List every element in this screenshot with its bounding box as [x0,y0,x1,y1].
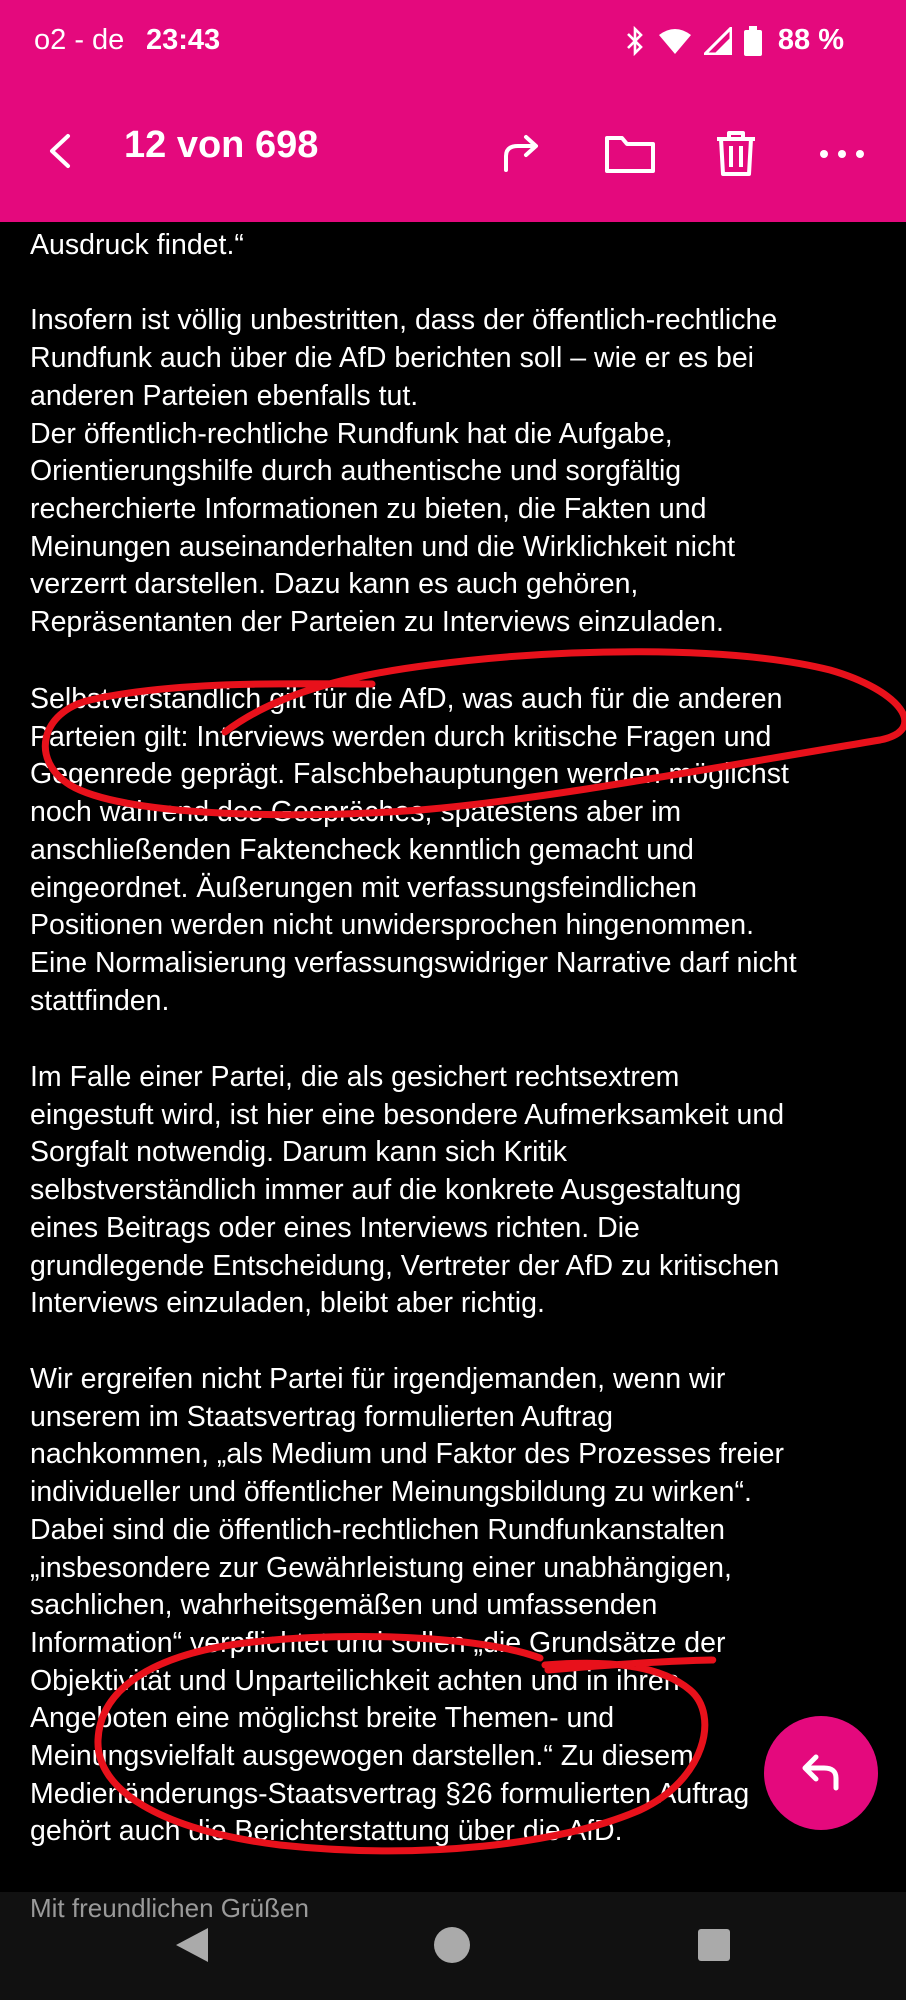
status-icons [624,24,844,57]
trash-icon[interactable] [708,126,764,182]
clock: 23:43 [146,24,221,56]
wifi-icon [658,27,692,55]
recents-square-icon[interactable] [694,1925,734,1965]
carrier-label: o2 - de [34,24,125,56]
battery-icon [744,26,762,56]
forward-icon[interactable] [494,126,550,182]
app-header [0,0,906,222]
message-counter: 12 von 698 [124,124,319,166]
reply-button[interactable] [764,1716,878,1830]
paragraph: Wir ergreifen nicht Partei für irgendjemanden, wenn wir unserem im Staatsvertrag formulierten Auftrag nachkommen, „als Medium und Faktor des Prozesses freier individueller und öffentlicher Meinungsbildung zu wirken“. Dabei sind die öffentlich-rechtlichen Rundfunkanstalten „insbesondere zur Gewährleistung einer unabhängigen, sachlichen, wahrheitsgemäßen und umfassenden Information“ verpflichtet und sollen „die Grundsätze der Objektivität und Unparteilichkeit achten und in ihren Angeboten eine möglichst breite Themen- und Meinungsvielfalt ausgewogen darstellen.“ Zu diesem Medienänderungs-Staatsvertrag §26 formulierten Auftrag gehört auch die Berichterstattung über die AfD. [30,1363,784,1848]
more-icon[interactable] [814,126,870,182]
signal-icon [704,27,732,55]
back-triangle-icon[interactable] [172,1925,212,1965]
status-bar [0,0,906,80]
sign-off: Mit freundlichen Grüßen [30,1893,309,1923]
paragraph: Ausdruck findet.“ Insofern ist völlig unbestritten, dass der öffentlich-rechtliche Rundfunk auch über die AfD berichten soll – wie er es bei anderen Parteien ebenfalls tut. Der öffentlich-rechtliche Rundfunk hat die Aufgabe, Orientierungshilfe durch authentische und sorgfältig recherchierte Informationen zu bieten, die Fakten und Meinungen auseinanderhalten und die Wirklichkeit nicht verzerrt darstellen. Dazu kann es auch gehören, Repräsentanten der Parteien zu Interviews einzuladen. [30,229,778,639]
paragraph: Im Falle einer Partei, die als gesichert rechtsextrem eingestuft wird, ist hier eine besondere Aufmerksamkeit und Sorgfalt notwendig. Darum kann sich Kritik selbstverständlich immer auf die konkrete Ausgestaltung eines Beitrags oder eines Interviews richten. Die grundlegende Entscheidung, Vertreter der AfD zu kritischen Interviews einzuladen, bleibt aber richtig. [30,1061,785,1320]
home-circle-icon[interactable] [432,1925,472,1965]
battery-percent: 88 % [777,24,844,56]
folder-icon[interactable] [602,126,658,182]
reply-icon [794,1746,848,1800]
bluetooth-icon [624,26,646,56]
back-icon[interactable] [36,126,86,176]
paragraph: Selbstverständlich gilt für die AfD, was auch für die anderen Parteien gilt: Interviews werden durch kritische Fragen und Gegenrede geprägt. Falschbehauptungen werden möglichst noch während des Gespräches, spätestens aber im anschließenden Faktencheck kenntlich gemacht und eingeordnet. Äußerungen mit verfassungsfeindlichen Positionen werden nicht unwidersprochen hingenommen. Eine Normalisierung verfassungswidriger Narrative darf nicht stattfinden. [30,683,797,1017]
